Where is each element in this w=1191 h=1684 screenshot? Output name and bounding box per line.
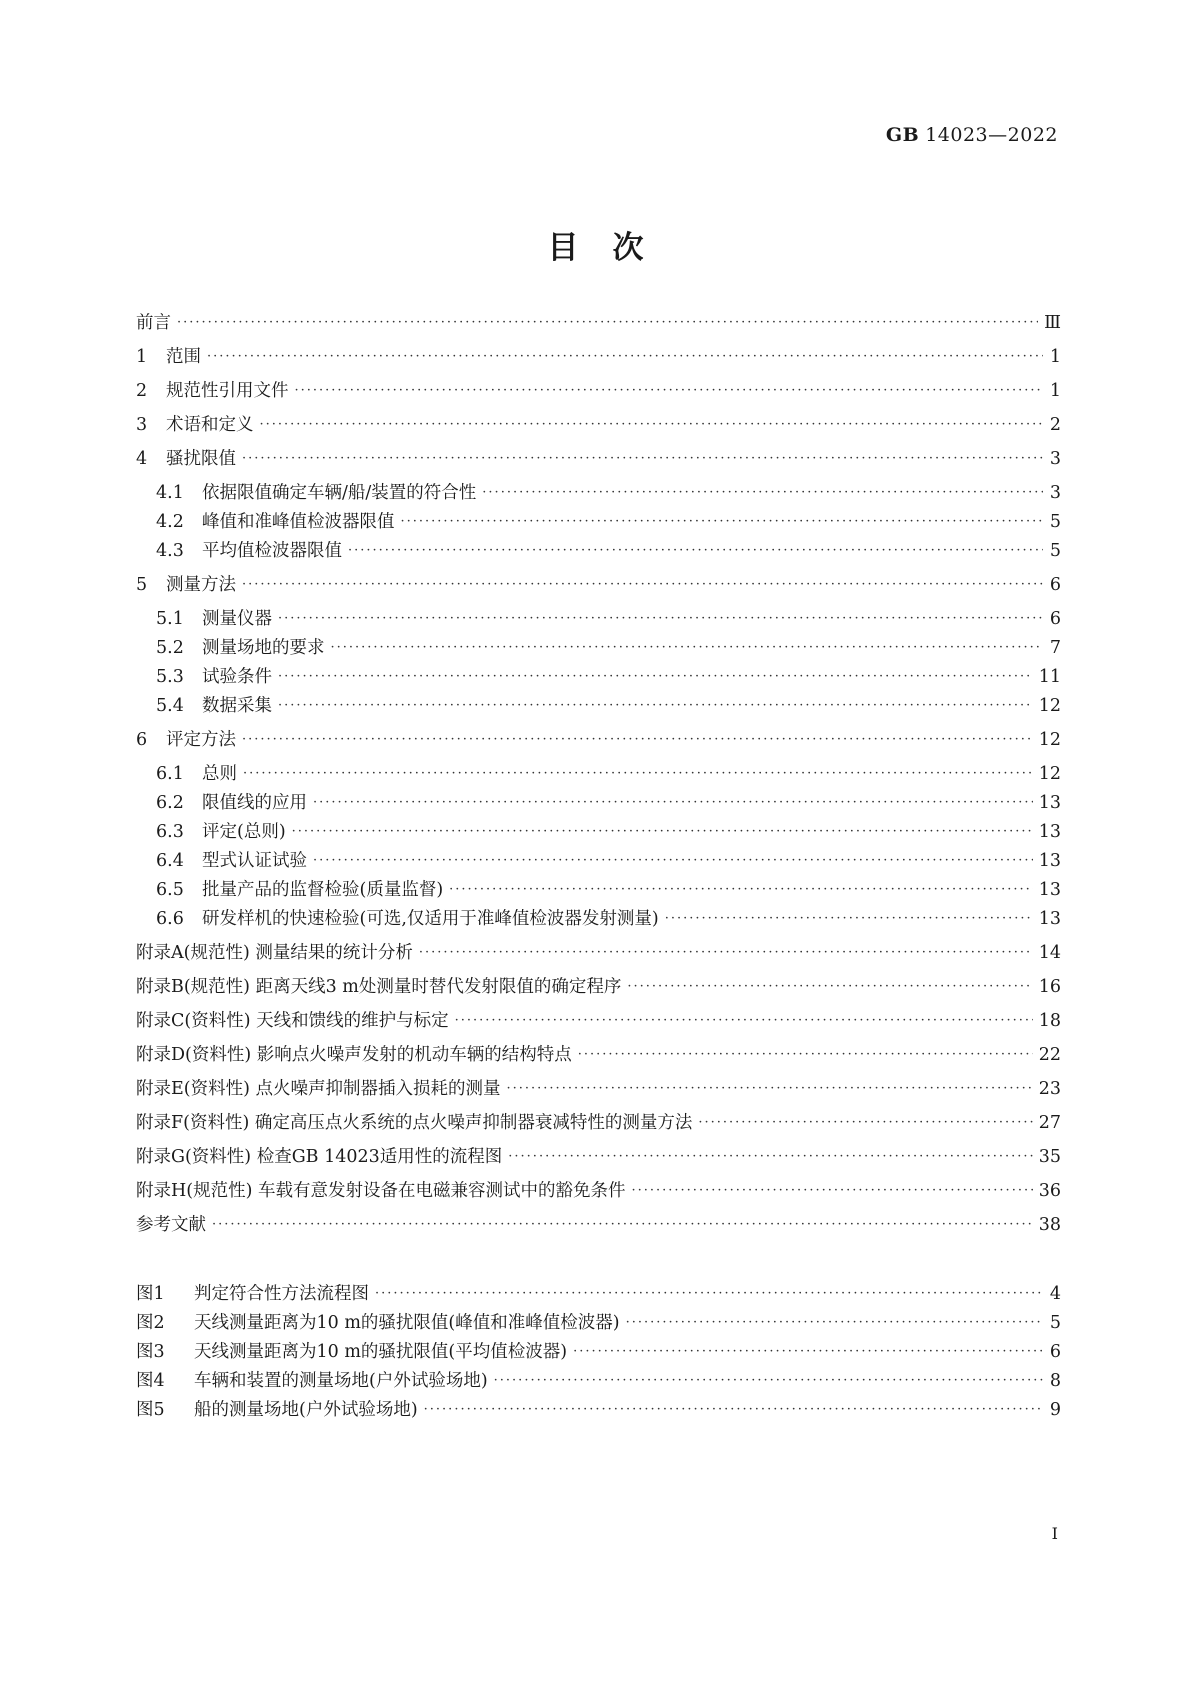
toc-entry-page: 16 [1038, 977, 1061, 997]
toc-entry-label: 附录E(资料性) 点火噪声抑制器插入损耗的测量 [136, 1079, 501, 1099]
toc-entry-label: 型式认证试验 [202, 851, 307, 871]
toc-entry[interactable] [156, 813, 1061, 843]
leader-dots [177, 312, 1038, 334]
toc-entry-page: 12 [1038, 764, 1061, 784]
leader-dots [243, 763, 1033, 785]
leader-dots [313, 850, 1033, 872]
toc-entry-number: 3 [136, 415, 148, 435]
toc-entry-number: 6.3 [156, 822, 184, 842]
toc-entry-page: 14 [1038, 943, 1061, 963]
leader-dots [449, 879, 1033, 901]
toc-entry[interactable] [156, 600, 1061, 630]
toc-entry-page: 22 [1038, 1045, 1061, 1065]
standard-code [886, 124, 1058, 146]
toc-entry-references[interactable] [136, 1206, 1061, 1236]
toc-entry-label: 前言 [136, 313, 171, 333]
toc-entry-number: 1 [136, 347, 148, 367]
toc-entry-number: 6.1 [156, 764, 184, 784]
toc-entry-label: 数据采集 [202, 696, 272, 716]
toc-entry-foreword[interactable] [136, 304, 1061, 334]
toc-entry-appendix[interactable] [136, 1138, 1061, 1168]
standard-prefix: GB [885, 124, 920, 146]
toc-entry-page: 1 [1049, 347, 1061, 367]
page-title: 目次 [547, 230, 678, 266]
toc-entry[interactable] [156, 687, 1061, 717]
leader-dots [375, 1283, 1043, 1305]
toc-entry[interactable] [136, 338, 1061, 368]
toc-entry-label: 研发样机的快速检验(可选,仅适用于准峰值检波器发射测量) [202, 909, 659, 929]
toc-entry-page: 13 [1038, 822, 1061, 842]
figure-entry[interactable] [136, 1333, 1061, 1363]
toc-entry-number: 6 [136, 730, 148, 750]
figure-page: 8 [1049, 1371, 1061, 1391]
toc-entry-number: 4 [136, 449, 148, 469]
toc-entry-number: 6.4 [156, 851, 184, 871]
leader-dots [242, 729, 1033, 751]
toc-entry-page: 38 [1038, 1215, 1061, 1235]
toc-entry-label: 总则 [202, 764, 237, 784]
leader-dots [295, 380, 1044, 402]
toc-entry[interactable] [156, 755, 1061, 785]
toc-entry-number: 5.1 [156, 609, 184, 629]
toc-entry-page: 5 [1049, 512, 1061, 532]
toc-entry-page: 12 [1038, 696, 1061, 716]
toc-entry[interactable] [156, 900, 1061, 930]
leader-dots [508, 1146, 1032, 1168]
standard-number: 14023—2022 [925, 124, 1058, 146]
toc-entry-page: 3 [1049, 449, 1061, 469]
page-number: I [1051, 1524, 1058, 1543]
toc-entry-label: 批量产品的监督检验(质量监督) [202, 880, 444, 900]
figure-entry[interactable] [136, 1391, 1061, 1421]
figure-number: 图3 [136, 1342, 165, 1362]
leader-dots [348, 540, 1043, 562]
toc-entry-appendix[interactable] [136, 1104, 1061, 1134]
leader-dots [698, 1112, 1032, 1134]
toc-entry-number: 2 [136, 381, 148, 401]
leader-dots [401, 511, 1044, 533]
figure-label: 车辆和装置的测量场地(户外试验场地) [194, 1371, 488, 1391]
toc-entry[interactable] [156, 784, 1061, 814]
toc-entry-appendix[interactable] [136, 1036, 1061, 1066]
leader-dots [212, 1214, 1033, 1236]
toc-entry-appendix[interactable] [136, 934, 1061, 964]
toc-entry-label: 规范性引用文件 [166, 381, 289, 401]
toc-entry-page: 23 [1038, 1079, 1061, 1099]
toc-entry-page: 13 [1038, 793, 1061, 813]
toc-entry-label: 附录C(资料性) 天线和馈线的维护与标定 [136, 1011, 449, 1031]
leader-dots [626, 1312, 1043, 1334]
leader-dots [313, 792, 1033, 814]
toc-entry-page: 2 [1049, 415, 1061, 435]
toc-entry-label: 测量场地的要求 [202, 638, 325, 658]
toc-entry-page: 13 [1038, 851, 1061, 871]
toc-entry-label: 骚扰限值 [166, 449, 236, 469]
toc-entry-label: 平均值检波器限值 [202, 541, 342, 561]
figure-number: 图1 [136, 1284, 165, 1304]
leader-dots [260, 414, 1044, 436]
toc-entry-number: 5.3 [156, 667, 184, 687]
toc-entry-number: 5 [136, 575, 148, 595]
toc-entry-label: 范围 [166, 347, 201, 367]
leader-dots [292, 821, 1033, 843]
toc-entry[interactable] [156, 629, 1061, 659]
toc-entry-page: 36 [1038, 1181, 1061, 1201]
toc-entry[interactable] [156, 842, 1061, 872]
leader-dots [242, 448, 1043, 470]
leader-dots [665, 908, 1033, 930]
toc-entry-label: 评定(总则) [202, 822, 286, 842]
toc-entry-label: 限值线的应用 [202, 793, 307, 813]
toc-entry-page: 11 [1038, 667, 1061, 687]
toc-entry-number: 6.2 [156, 793, 184, 813]
figure-page: 5 [1049, 1313, 1061, 1333]
toc-entry[interactable] [156, 871, 1061, 901]
toc-entry[interactable] [136, 566, 1061, 596]
leader-dots [242, 574, 1043, 596]
figure-label: 天线测量距离为10 m的骚扰限值(峰值和准峰值检波器) [194, 1313, 620, 1333]
toc-entry-number: 4.3 [156, 541, 184, 561]
leader-dots [578, 1044, 1033, 1066]
toc-entry-page: 18 [1038, 1011, 1061, 1031]
toc-entry[interactable] [156, 503, 1061, 533]
figure-entry[interactable] [136, 1275, 1061, 1305]
toc-entry-number: 6.6 [156, 909, 184, 929]
toc-entry-appendix[interactable] [136, 968, 1061, 998]
toc-entry-label: 依据限值确定车辆/船/装置的符合性 [202, 483, 477, 503]
toc-entry-label: 参考文献 [136, 1215, 206, 1235]
leader-dots [424, 1399, 1043, 1421]
toc-entry-page: 6 [1049, 609, 1061, 629]
toc-entry-number: 5.2 [156, 638, 184, 658]
toc-entry-label: 附录A(规范性) 测量结果的统计分析 [136, 943, 413, 963]
toc-entry[interactable] [136, 372, 1061, 402]
toc-entry-label: 术语和定义 [166, 415, 254, 435]
figure-label: 天线测量距离为10 m的骚扰限值(平均值检波器) [194, 1342, 568, 1362]
toc-entry-page: 13 [1038, 909, 1061, 929]
toc-entry-page: 7 [1049, 638, 1061, 658]
toc-entry-label: 测量方法 [166, 575, 236, 595]
toc-entry-page: 27 [1038, 1113, 1061, 1133]
toc-entry-page: 1 [1049, 381, 1061, 401]
figure-number: 图5 [136, 1400, 165, 1420]
leader-dots [278, 608, 1043, 630]
toc-entry[interactable] [156, 658, 1061, 688]
toc-entry-label: 附录B(规范性) 距离天线3 m处测量时替代发射限值的确定程序 [136, 977, 622, 997]
toc-entry[interactable] [156, 474, 1061, 504]
toc-entry-label: 试验条件 [202, 667, 272, 687]
toc-entry-page: Ⅲ [1044, 313, 1061, 333]
leader-dots [627, 976, 1032, 998]
leader-dots [455, 1010, 1033, 1032]
toc-entry[interactable] [136, 721, 1061, 751]
leader-dots [207, 346, 1043, 368]
toc-entry-page: 13 [1038, 880, 1061, 900]
figure-label: 判定符合性方法流程图 [194, 1284, 369, 1304]
toc-entry-number: 4.1 [156, 483, 184, 503]
figure-label: 船的测量场地(户外试验场地) [194, 1400, 418, 1420]
toc-entry-page: 6 [1049, 575, 1061, 595]
leader-dots [278, 695, 1033, 717]
leader-dots [631, 1180, 1032, 1202]
leader-dots [331, 637, 1044, 659]
toc-entry-page: 3 [1049, 483, 1061, 503]
toc-entry-number: 6.5 [156, 880, 184, 900]
toc-entry-appendix[interactable] [136, 1070, 1061, 1100]
figure-number: 图2 [136, 1313, 165, 1333]
toc-entry-label: 评定方法 [166, 730, 236, 750]
figure-page: 4 [1049, 1284, 1061, 1304]
toc-entry-label: 附录D(资料性) 影响点火噪声发射的机动车辆的结构特点 [136, 1045, 572, 1065]
leader-dots [494, 1370, 1043, 1392]
figure-page: 9 [1049, 1400, 1061, 1420]
toc-entry-label: 峰值和准峰值检波器限值 [202, 512, 395, 532]
figure-page: 6 [1049, 1342, 1061, 1362]
leader-dots [482, 482, 1043, 504]
leader-dots [278, 666, 1033, 688]
toc-entry-label: 附录G(资料性) 检查GB 14023适用性的流程图 [136, 1147, 503, 1167]
toc-entry-label: 附录H(规范性) 车载有意发射设备在电磁兼容测试中的豁免条件 [136, 1181, 626, 1201]
toc-entry[interactable] [136, 406, 1061, 436]
toc-entry-page: 35 [1038, 1147, 1061, 1167]
toc-entry-label: 附录F(资料性) 确定高压点火系统的点火噪声抑制器衰减特性的测量方法 [136, 1113, 693, 1133]
toc-entry-appendix[interactable] [136, 1002, 1061, 1032]
toc-entry-appendix[interactable] [136, 1172, 1061, 1202]
toc-entry-number: 5.4 [156, 696, 184, 716]
toc-entry-page: 12 [1038, 730, 1061, 750]
toc-entry-number: 4.2 [156, 512, 184, 532]
toc-entry-label: 测量仪器 [202, 609, 272, 629]
figure-entry[interactable] [136, 1304, 1061, 1334]
toc-entry-page: 5 [1049, 541, 1061, 561]
leader-dots [419, 942, 1033, 964]
toc-entry[interactable] [136, 440, 1061, 470]
figure-entry[interactable] [136, 1362, 1061, 1392]
leader-dots [573, 1341, 1043, 1363]
toc-entry[interactable] [156, 532, 1061, 562]
figure-number: 图4 [136, 1371, 165, 1391]
leader-dots [507, 1078, 1033, 1100]
